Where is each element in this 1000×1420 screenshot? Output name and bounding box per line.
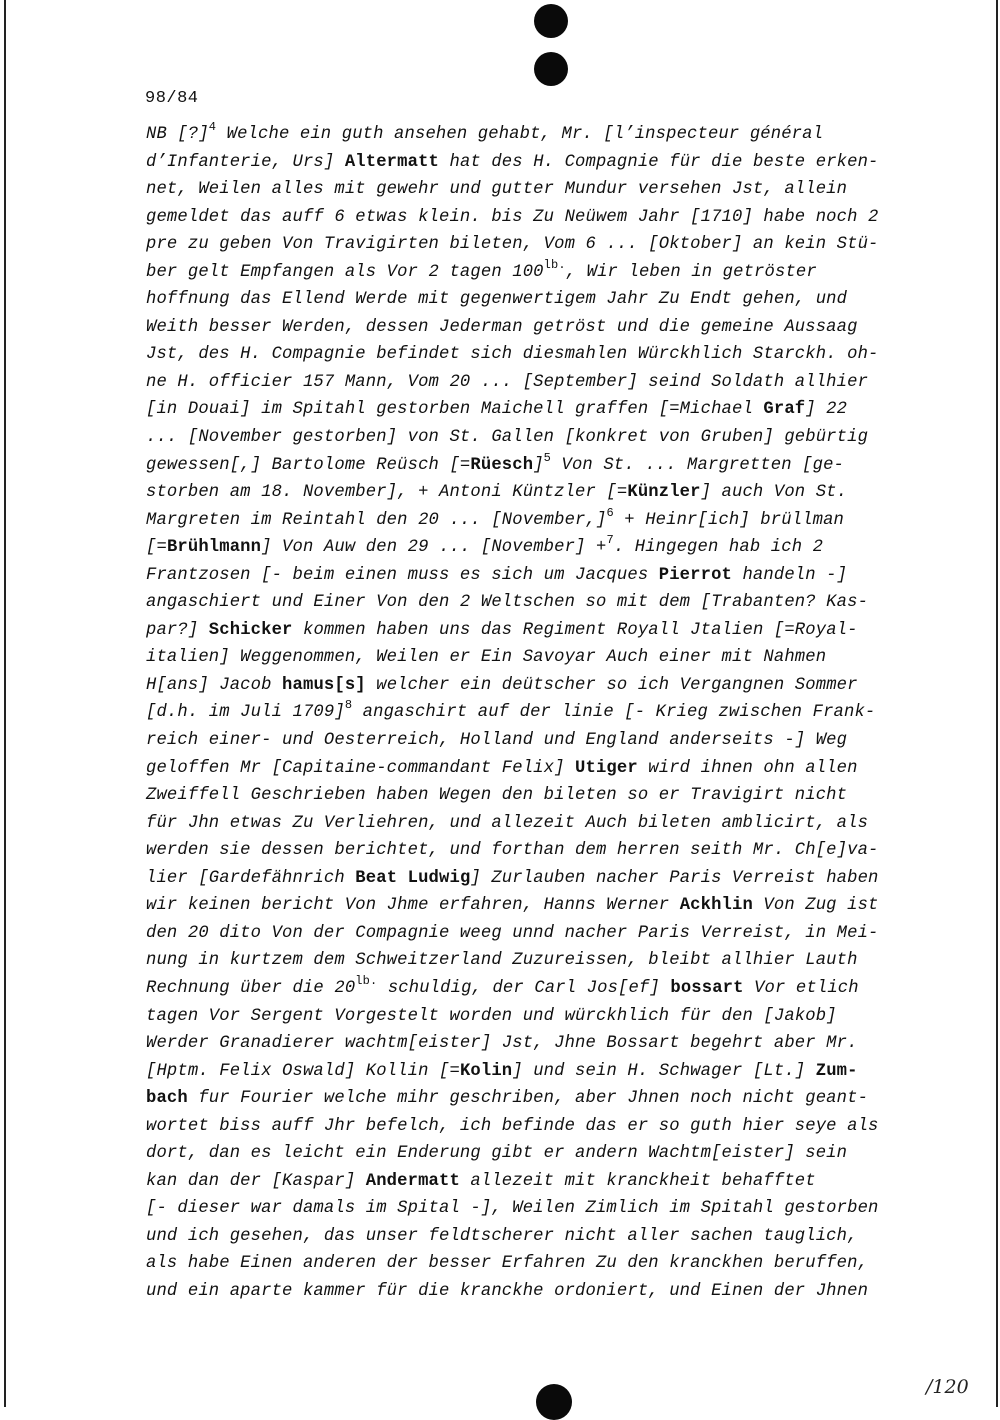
text-line [146,644,916,672]
text-line [146,562,916,590]
transcription-text [146,121,916,1306]
text-line [146,479,916,507]
text-segment: fur Fourier welche mihr geschriben, aber Jhnen noch nicht geant- [187,1089,869,1109]
text-segment: schuldig, der Carl Jos[ef] [377,978,671,998]
text-segment: ne H. officier 157 Mann, Vom 20 ... [September] seind Soldath allhier [146,372,869,392]
text-line [146,341,916,369]
text-segment: wir keinen bericht Von Jhme erfahren, Hanns Werner [146,896,680,916]
text-segment: den 20 dito Von der Compagnie weeg unnd nacher Paris Verreist, in Mei- [146,923,879,943]
text-line [146,865,916,893]
footnote-marker: 7 [606,533,614,548]
text-segment: par?] [146,620,209,640]
text-line [146,1058,916,1086]
footnote-marker: lb. [355,973,378,988]
text-segment: + Heinr[ich] brüllman [613,510,845,530]
text-line [146,1113,916,1141]
page-border-left [4,0,6,1407]
page-border-right [996,0,998,1407]
text-line [146,204,916,232]
text-line [146,1195,916,1223]
text-segment: [d.h. im Juli 1709] [146,703,345,723]
text-line [146,534,916,562]
bold-name: hamus[s] [282,675,366,695]
bold-name: Utiger [575,758,638,778]
bold-name: Altermatt [344,152,440,172]
footnote-marker: 6 [606,505,614,520]
bold-name: Zum- [815,1061,858,1081]
text-segment: Von Zug ist [752,896,879,916]
text-segment: ] Von Auw den 29 ... [November] + [261,538,607,558]
text-segment: Werder Granadierer wachtm[eister] Jst, Jhne Bossart begehrt aber Mr. [146,1034,858,1054]
text-segment: Welche ein guth ansehen gehabt, Mr. [l’inspecteur général [216,125,824,144]
text-line [146,699,916,727]
text-segment: Weith besser Werden, dessen Jederman getröst und die gemeine Aussaag [146,317,858,337]
text-line [146,920,916,948]
bold-name: Graf [763,400,806,420]
text-line [146,1140,916,1168]
punch-hole [536,1384,572,1420]
text-segment: Von St. ... Margretten [ge- [551,455,845,475]
text-line [146,782,916,810]
text-segment: [in Douai] im Spitahl gestorben Maichell graffen [=Michael [146,400,764,420]
text-segment: wird ihnen ohn allen [637,758,858,778]
text-segment: [= [146,538,167,558]
text-line [146,1278,916,1306]
text-segment: ber gelt Empfangen als Vor 2 tagen 100 [146,262,544,282]
bold-name: bach [146,1089,188,1109]
bold-name: Beat Ludwig [355,868,471,888]
text-segment: ] [533,455,544,475]
text-segment: d’Infanterie, Urs] [146,152,345,172]
text-line [146,369,916,397]
text-segment: H[ans] Jacob [146,675,283,695]
text-line [146,121,916,149]
text-segment: geloffen Mr [Capitaine-commandant Felix] [146,758,576,778]
text-segment: lier [Gardefähnrich [146,868,356,888]
text-segment: tagen Vor Sergent Vorgestelt worden und würckhlich für den [Jakob] [146,1006,837,1026]
text-line [146,727,916,755]
footnote-marker: 8 [344,698,353,713]
text-line [146,149,916,177]
text-line [146,176,916,204]
text-segment: reich einer- und Oesterreich, Holland und England anderseits -] Weg [146,731,848,751]
text-line [146,452,916,480]
text-segment: storben am 18. November], + Antoni Küntzler [= [146,483,628,503]
folio-number: ∕120 [926,1376,969,1398]
bold-name: Andermatt [365,1171,460,1191]
text-segment: hoffnung das Ellend Werde mit gegenwertigem Jahr Zu Endt gehen, und [146,290,848,310]
bold-name: Kolin [459,1061,513,1081]
text-segment: ] Zurlauben nacher Paris Verreist haben [470,868,879,888]
text-segment: italien] Weggenommen, Weilen er Ein Savoyar Auch einer mit Nahmen [146,648,827,668]
bold-name: Ackhlin [679,896,753,916]
text-segment: kan dan der [Kaspar] [146,1171,366,1191]
text-segment: kommen haben uns das Regiment Royall Jtalien [=Royal- [292,620,858,640]
text-segment: gewessen[,] Bartolome Reüsch [= [146,455,471,475]
text-line [146,314,916,342]
bold-name: bossart [670,978,744,998]
text-line [146,396,916,424]
text-segment: hat des H. Compagnie für die beste erken- [439,152,879,172]
bold-name: Pierrot [658,565,732,585]
footnote-marker: 5 [543,450,552,465]
text-line [146,1085,916,1113]
text-line [146,755,916,783]
text-segment: wortet biss auff Jhr befelch, ich befinde das er so guth hier seye als [146,1116,879,1136]
bold-name: Brühlmann [166,538,262,558]
text-segment: . Hingegen hab ich 2 [613,538,824,558]
text-segment: welcher ein deütscher so ich Vergangnen Sommer [365,675,858,695]
text-line [146,1030,916,1058]
text-line [146,424,916,452]
text-segment: werden sie dessen berichtet, und forthan dem herren seith Mr. Ch[e]va- [146,841,879,861]
text-line [146,507,916,535]
footnote-marker: lb. [543,257,566,272]
text-segment: und ich gesehen, das unser feldtscherer nicht aller sachen tauglich, [146,1226,858,1246]
text-line [146,947,916,975]
text-segment: [- dieser war damals im Spital -], Weilen Zimlich im Spitahl gestorben [146,1199,879,1219]
text-segment: ... [November gestorben] von St. Gallen [konkret von Gruben] gebürtig [146,428,869,448]
bold-name: Rüesch [470,455,534,475]
bold-name: Künzler [627,483,701,503]
text-line [146,617,916,645]
text-segment: NB [?] [146,125,209,144]
text-segment: [Hptm. Felix Oswald] Kollin [= [146,1061,460,1081]
text-segment: nung in kurtzem dem Schweitzerland Zuzureissen, bleibt allhier Lauth [146,951,858,971]
text-line [146,975,916,1003]
footnote-marker: 4 [208,120,217,134]
punch-hole [534,4,568,38]
text-segment: für Jhn etwas Zu Verliehren, und allezeit Auch bileten amblicirt, als [146,813,869,833]
text-segment: Jst, des H. Compagnie befindet sich diesmahlen Würckhlich Starckh. oh- [146,345,879,365]
page-number: 98/84 [145,89,199,108]
text-line [146,672,916,700]
text-segment: Frantzosen [- beim einen muss es sich um Jacques [146,565,659,585]
text-segment: , Wir leben in getröster [565,262,817,282]
text-segment: Rechnung über die 20 [146,978,356,998]
text-line [146,1003,916,1031]
text-segment: ] und sein H. Schwager [Lt.] [512,1061,816,1081]
text-line [146,837,916,865]
text-line [146,231,916,259]
text-segment: gemeldet das auff 6 etwas klein. bis Zu Neüwem Jahr [1710] habe noch 2 [146,207,879,227]
text-segment: ] auch Von St. [700,483,848,503]
text-line [146,892,916,920]
text-segment: allezeit mit kranckheit behafftet [459,1171,816,1191]
text-segment: und ein aparte kammer für die kranckhe ordoniert, und Einen der Jhnen [146,1281,869,1301]
text-segment: handeln -] [732,565,848,585]
text-segment: Zweiffell Geschrieben haben Wegen den bileten so er Travigirt nicht [146,786,848,806]
text-segment: dort, dan es leicht ein Enderung gibt er andern Wachtm[eister] sein [146,1144,848,1164]
text-line [146,1223,916,1251]
text-line [146,286,916,314]
text-segment: ] 22 [805,400,848,420]
text-line [146,1250,916,1278]
text-segment: Margreten im Reintahl den 20 ... [November,] [146,510,607,530]
text-line [146,589,916,617]
text-segment: angaschirt auf der linie [- Krieg zwischen Frank- [352,703,876,723]
text-segment: pre zu geben Von Travigirten bileten, Vom 6 ... [Oktober] an kein Stü- [146,235,879,255]
text-segment: Vor etlich [743,978,859,998]
text-line [146,259,916,287]
text-segment: net, Weilen alles mit gewehr und gutter Mundur versehen Jst, allein [146,180,848,200]
text-segment: als habe Einen anderen der besser Erfahren Zu den kranckhen beruffen, [146,1254,869,1274]
text-line [146,1168,916,1196]
text-line [146,810,916,838]
bold-name: Schicker [208,620,293,640]
punch-hole [534,52,568,86]
text-segment: angaschiert und Einer Von den 2 Weltschen so mit dem [Trabanten? Kas- [146,593,869,613]
